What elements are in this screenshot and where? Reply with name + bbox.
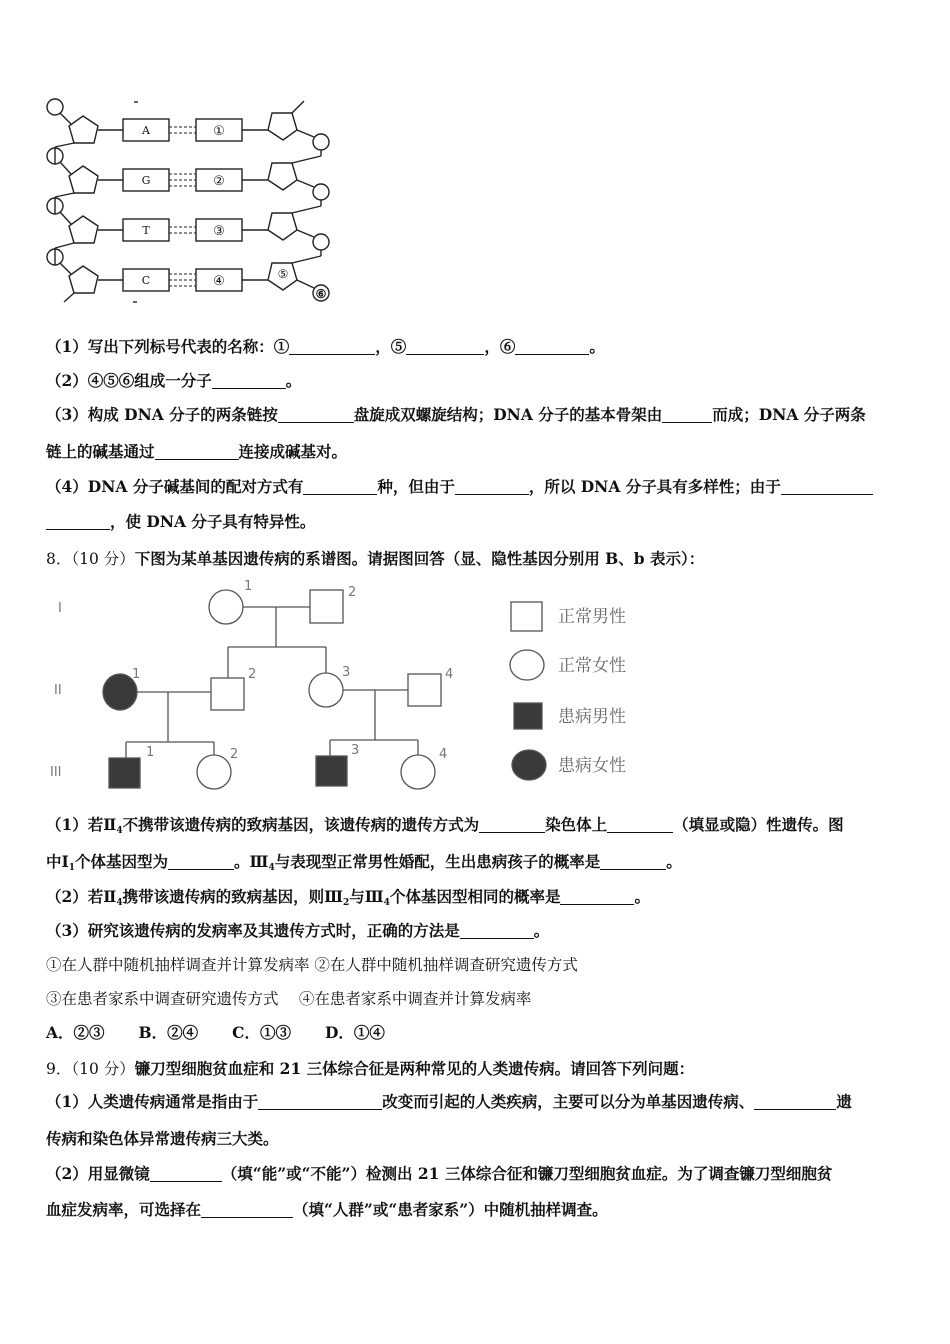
individual-number: 1: [132, 667, 141, 682]
q9-part1: （1）人类遗传病通常是指由于 改变而引起的人类疾病，主要可以分为单基因遗传病、 遗: [46, 1092, 852, 1111]
base-right-2: ②: [213, 174, 225, 189]
answer-blank[interactable]: [600, 853, 666, 870]
q7-part2: （2）④⑤⑥组成一分子 。: [46, 371, 302, 390]
q8-method-2: ③在患者家系中调查研究遗传方式 ④在患者家系中调查并计算发病率: [46, 990, 532, 1008]
answer-blank[interactable]: [278, 406, 354, 423]
individual-number: 3: [342, 665, 351, 680]
answer-blank[interactable]: [201, 1201, 293, 1218]
q7-part4-cont: ，使 DNA 分子具有特异性。: [46, 512, 315, 532]
q9-part1-cont: 传病和染色体异常遗传病三大类。: [46, 1129, 279, 1148]
base-right-1: ①: [213, 124, 225, 139]
answer-blank[interactable]: [455, 478, 529, 495]
q8-part1-cont: 中$Ⅰ_1$个体基因型为 。$Ⅲ_4$与表现型正常男性婚配，生出患病孩子的概率是 。: [46, 852, 682, 873]
individual-number: 4: [439, 747, 448, 762]
answer-blank[interactable]: [460, 922, 534, 939]
base-left-3: T: [142, 224, 150, 237]
legend-affected-female: 患病女性: [558, 756, 626, 776]
generation-label: III: [50, 765, 62, 780]
answer-blank[interactable]: [515, 338, 589, 355]
individual-number: 2: [348, 585, 357, 600]
individual-number: 3: [351, 743, 360, 758]
q7-part1: （1）写出下列标号代表的名称：① ，⑤ ，⑥ 。: [46, 337, 605, 356]
option-b[interactable]: B．②④: [138, 1023, 199, 1042]
answer-blank[interactable]: [662, 406, 712, 423]
base-left-2: G: [141, 174, 151, 187]
q9-header: 9．（10 分）镰刀型细胞贫血症和 21 三体综合征是两种常见的人类遗传病。请回答下列问题：: [46, 1059, 695, 1078]
sugar-label: ⑤: [277, 267, 289, 281]
individual-number: 2: [248, 667, 257, 682]
answer-blank[interactable]: [212, 372, 286, 389]
base-right-3: ③: [213, 224, 225, 239]
individual-number: 1: [146, 745, 155, 760]
answer-blank[interactable]: [289, 338, 375, 355]
q7-part3-cont: 链上的碱基通过 连接成碱基对。: [46, 442, 348, 461]
base-left-1: A: [142, 124, 150, 137]
answer-blank[interactable]: [46, 513, 110, 530]
base-left-4: C: [141, 274, 151, 287]
q9-part2-cont: 血症发病率，可选择在 （填“人群”或“患者家系”）中随机抽样调查。: [46, 1200, 608, 1219]
q8-part3: （3）研究该遗传病的发病率及其遗传方式时，正确的方法是 。: [46, 921, 550, 940]
q8-options: [46, 1023, 419, 1043]
option-d[interactable]: D．①④: [324, 1023, 385, 1042]
q8-part1: （1）若$Ⅱ_4$不携带该遗传病的致病基因，该遗传病的遗传方式为 染色体上 （填显或隐）性遗传。图: [46, 815, 844, 836]
phosphate-label: ⑥: [315, 287, 327, 301]
option-a[interactable]: A．②③: [46, 1023, 105, 1042]
legend-normal-male: 正常男性: [558, 607, 626, 627]
answer-blank[interactable]: [560, 888, 634, 905]
generation-label: II: [54, 683, 62, 698]
q8-header: 8．（10 分）下图为某单基因遗传病的系谱图。请据图回答（显、隐性基因分别用 B、b 表示）：: [46, 549, 705, 568]
dna-structure-diagram: [38, 92, 338, 307]
answer-blank[interactable]: [168, 853, 234, 870]
legend-affected-male: 患病男性: [558, 707, 626, 727]
answer-blank[interactable]: [479, 816, 545, 833]
legend-normal-female: 正常女性: [558, 656, 626, 676]
option-c[interactable]: C．①③: [232, 1023, 291, 1042]
answer-blank[interactable]: [155, 443, 239, 460]
q8-method-1: ①在人群中随机抽样调查并计算发病率 ②在人群中随机抽样调查研究遗传方式: [46, 956, 578, 974]
answer-blank[interactable]: [406, 338, 484, 355]
answer-blank[interactable]: [303, 478, 377, 495]
answer-blank[interactable]: [258, 1093, 382, 1110]
answer-blank[interactable]: [754, 1093, 836, 1110]
q9-part2: （2）用显微镜 （填“能”或“不能”）检测出 21 三体综合征和镰刀型细胞贫血症。为了调查镰刀型细胞贫: [46, 1164, 833, 1183]
individual-number: 4: [445, 667, 454, 682]
base-right-4: ④: [213, 274, 225, 289]
q7-part3: （3）构成 DNA 分子的两条链按 盘旋成双螺旋结构；DNA 分子的基本骨架由 而成；DNA 分子两条: [46, 405, 866, 424]
q7-part4: （4）DNA 分子碱基间的配对方式有 种，但由于 ，所以 DNA 分子具有多样性；由于: [46, 477, 873, 497]
generation-label: I: [58, 601, 62, 616]
answer-blank[interactable]: [607, 816, 673, 833]
answer-blank[interactable]: [781, 478, 873, 495]
q8-part2: （2）若$Ⅱ_4$携带该遗传病的致病基因，则$Ⅲ_2$与$Ⅲ_4$个体基因型相同的概率是 。: [46, 887, 650, 908]
answer-blank[interactable]: [150, 1165, 222, 1182]
individual-number: 2: [230, 747, 239, 762]
pedigree-chart: [40, 572, 670, 792]
individual-number: 1: [244, 579, 253, 594]
